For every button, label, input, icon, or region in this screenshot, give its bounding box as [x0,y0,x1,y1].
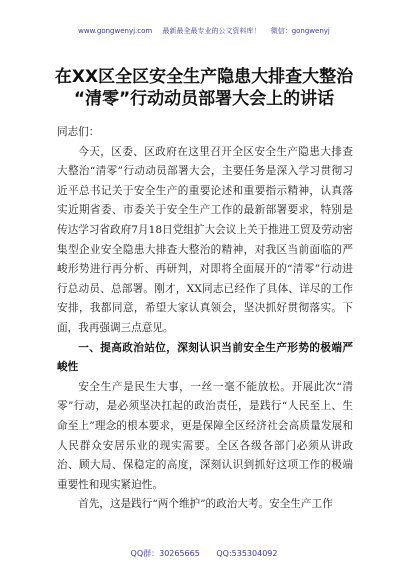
header-wechat: 微信：gongwenyj [270,27,330,35]
page-footer [0,548,408,559]
salutation: 同志们： [57,126,100,138]
title-line-2: “清零”行动动员部署大会上的讲话 [73,89,335,109]
header-site-link[interactable]: www.gongwenyj.com [78,27,153,35]
paragraph-3: 首先，这是践行“两个维护”的政治大考。安全生产工作 [78,498,333,511]
footer-qq-group: QQ群：30265665 [130,549,200,558]
footer-qq: QQ:535304092 [216,549,278,558]
section-heading-1: 一、提高政治站位，深刻认识当前安全生产形势的极端严峻性 [57,341,353,374]
paragraph-2: 安全生产是民生大事，一丝一毫不能放松。开展此次“清零”行动，是必须坚决扛起的政治责任，是践行“人民至上、生命至上”理念的根本要求，更是保障全区经济社会高质量发展和人民群众安居乐业的现实需要。全区各级各部门必须从讲政治、顾大局、保稳定的高度，深刻认识到抓好这项工作的极端重要性和现实紧迫性。 [57,380,353,491]
paragraph-1: 今天，区委、区政府在这里召开全区安全生产隐患大排查大整治“清零”行动动员部署大会，主要任务是深入学习贯彻习近平总书记关于安全生产的重要论述和重要指示精神，认真落实近期省委、市委关于安全生产工作的最新部署要求，特别是传达学习省政府7月18日党组扩大会议上关于推进工贸及劳动密集型企业安全隐患大排查大整治的精神，对我区当前面临的严峻形势进行再分析、再研判，对即将全面展开的“清零”行动进行总动员、总部署。刚才，XX同志已经作了具体、详尽的工作安排，我都同意，希望大家认真领会，坚决抓好贯彻落实。下面，我再强调三点意见。 [57,145,353,334]
page-header [0,26,408,36]
document-title [28,66,380,110]
title-line-1: 在XX区全区安全生产隐患大排查大整治 [54,67,354,87]
document-body [57,123,353,515]
header-slogan: 最新最全最专业的公文资料库！ [162,27,261,35]
